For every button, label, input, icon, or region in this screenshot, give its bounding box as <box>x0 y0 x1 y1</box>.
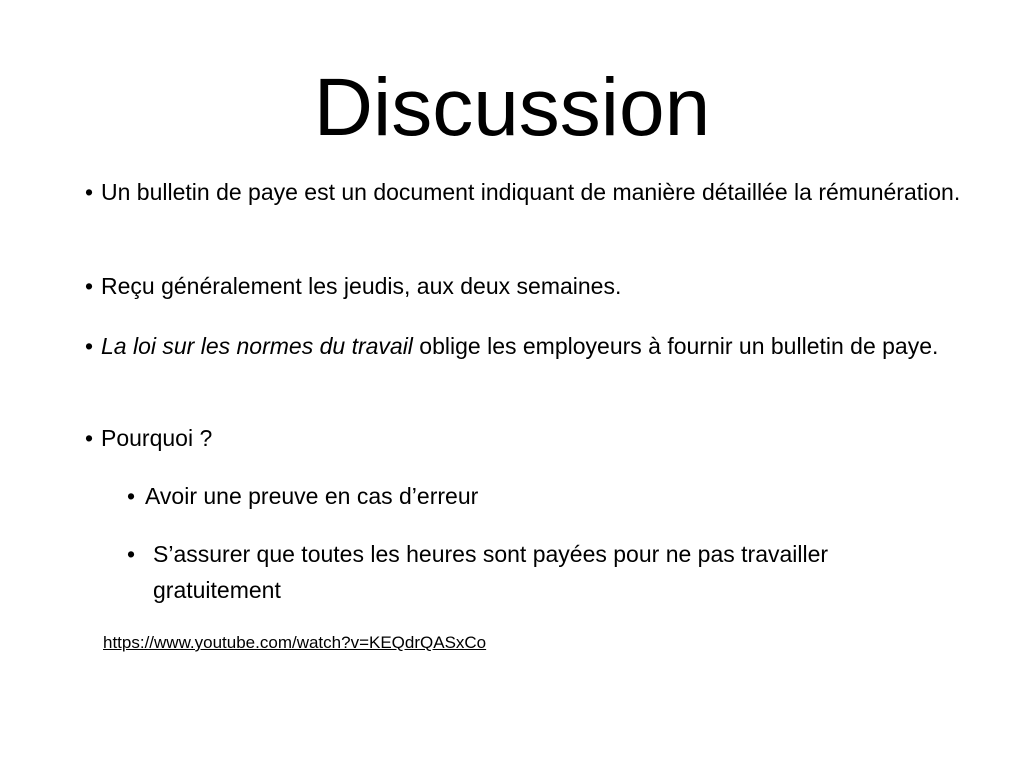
bullet-item <box>85 328 961 364</box>
bullet-text-rest: oblige les employeurs à fournir un bulletin de paye. <box>412 333 939 359</box>
bullet-text: Reçu généralement les jeudis, aux deux semaines. <box>101 273 622 299</box>
law-title: La loi sur les normes du travail <box>101 333 413 359</box>
bullet-item <box>85 420 961 456</box>
bullet-dot-icon: • <box>127 483 136 509</box>
youtube-link[interactable]: https://www.youtube.com/watch?v=KEQdrQASxCo <box>103 633 487 652</box>
bullet-dot-icon: • <box>85 273 94 299</box>
bullet-item <box>85 268 961 304</box>
bullet-text: Pourquoi ? <box>101 425 213 451</box>
bullet-dot-icon: • <box>127 541 136 567</box>
bullet-item <box>85 174 961 210</box>
bullet-text <box>101 328 961 364</box>
bullet-dot-icon: • <box>85 425 94 451</box>
bullet-dot-icon: • <box>85 333 94 359</box>
sub-bullet-item <box>127 536 873 608</box>
bullet-text: Un bulletin de paye est un document indiquant de manière détaillée la rémunération. <box>101 179 961 205</box>
sub-bullet-item <box>127 478 905 514</box>
slide-title: Discussion <box>313 62 711 153</box>
sub-bullet-text: Avoir une preuve en cas d’erreur <box>145 483 479 509</box>
bullet-dot-icon: • <box>85 179 94 205</box>
sub-bullet-text: S’assurer que toutes les heures sont payées pour ne pas travailler gratuitement <box>153 541 829 603</box>
